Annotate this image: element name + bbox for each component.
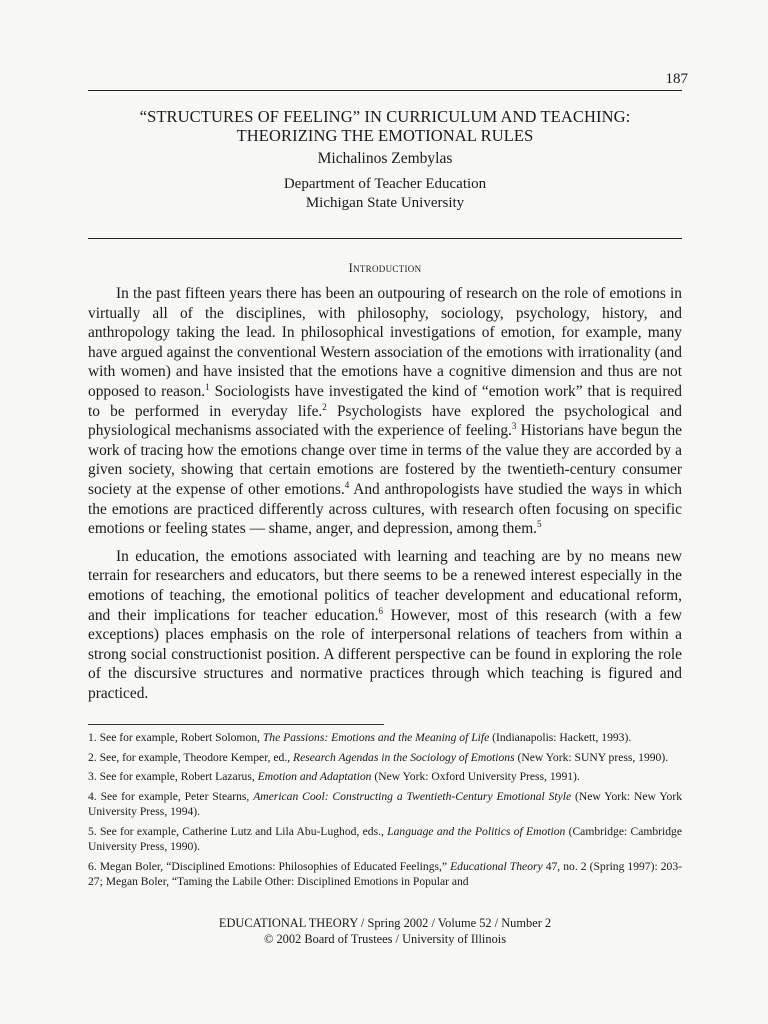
footnote-ref-3: 3 [511, 421, 517, 432]
copyright-notice: © 2002 Board of Trustees / University of Illinois [263, 931, 507, 946]
p1-text-3: Psychologists have explored the psychological and physiological mechanisms associated with the experience of feeling. [88, 402, 682, 440]
header-divider [88, 238, 682, 239]
p1-text-5: And anthropologists have studied the ways in which the emotions are practiced differently across cultures, with research often focusing on specific emotions or feeling states — shame, anger, and depression, among them. [88, 480, 682, 538]
footnote-2-post: (New York: SUNY press, 1990). [514, 750, 669, 764]
footnotes [88, 730, 682, 894]
footnote-rule [88, 724, 384, 725]
footnote-1 [88, 730, 682, 746]
affiliation-department: Department of Teacher Education [283, 176, 487, 192]
footnote-2-pre: 2. See, for example, Theodore Kemper, ed., [88, 750, 294, 764]
title-line-1: “STRUCTURES OF FEELING” IN CURRICULUM AND TEACHING: [139, 107, 631, 126]
footnote-6 [88, 859, 682, 890]
footnote-1-title: The Passions: Emotions and the Meaning of Life [262, 731, 490, 744]
title-line-2: THEORIZING THE EMOTIONAL RULES [236, 126, 534, 145]
footnote-5-title: Language and the Politics of Emotion [387, 824, 566, 838]
page-number: 187 [665, 71, 688, 87]
footnote-3-post: (New York: Oxford University Press, 1991). [371, 770, 580, 783]
footnote-4-title: American Cool: Constructing a Twentieth-Century Emotional Style [253, 789, 572, 803]
paragraph-1 [88, 284, 682, 539]
footnote-4 [88, 789, 682, 820]
top-rule [88, 90, 682, 91]
footnote-4-post: (New York: New York University Press, 1994). [88, 789, 682, 818]
p1-text-2: Sociologists have investigated the kind of “emotion work” that is required to be performed in everyday life. [88, 382, 682, 420]
footnote-5 [88, 824, 682, 855]
author-name: Michalinos Zembylas [317, 150, 453, 167]
paragraph-2 [88, 547, 682, 704]
journal-footer [88, 916, 682, 947]
footnote-6-post: 47, no. 2 (Spring 1997): 203-27; Megan Boler, “Taming the Labile Other: Disciplined Emotions in Popular and [88, 859, 682, 888]
p2-text-1: In education, the emotions associated with learning and teaching are by no means new terrain for researchers and educators, but there seems to be a renewed interest especially in the emotions of teaching, the emotional politics of teacher development and educational reform, and their implications for teacher education. [88, 547, 682, 624]
author-affiliation [88, 175, 682, 213]
footnote-6-pre: 6. Megan Boler, “Disciplined Emotions: Philosophies of Educated Feelings,” [88, 859, 451, 873]
footnote-3-title: Emotion and Adaptation [257, 770, 372, 783]
footnote-ref-6: 6 [378, 605, 384, 616]
footnote-5-pre: 5. See for example, Catherine Lutz and Lila Abu-Lughod, eds., [88, 824, 388, 838]
footnote-6-title: Educational Theory [450, 859, 543, 873]
footnote-3-pre: 3. See for example, Robert Lazarus, [88, 770, 258, 783]
section-heading: Introduction [348, 261, 422, 275]
p1-text-1: In the past fifteen years there has been an outpouring of research on the role of emotions in virtually all of the disciplines, with philosophy, sociology, psychology, history, and anthropology taking the lead. In philosophical investigations of emotion, for example, many have argued against the conventional Western association of the emotions with irrationality (and with women) and have insisted that the emotions have a cognitive dimension and thus are not opposed to reason. [88, 285, 682, 400]
footnote-ref-1: 1 [205, 381, 210, 392]
footnote-2-title: Research Agendas in the Sociology of Emotions [293, 750, 515, 764]
footnote-ref-2: 2 [322, 401, 327, 412]
journal-citation: EDUCATIONAL THEORY / Spring 2002 / Volume 52 / Number 2 [218, 916, 552, 930]
footnote-5-post: (Cambridge: Cambridge University Press, 1990). [88, 824, 682, 853]
body-text [88, 284, 682, 711]
footnote-ref-5: 5 [537, 519, 542, 529]
p2-text-2: However, most of this research (with a few exceptions) places emphasis on the role of interpersonal relations of teachers from within a strong social constructionist position. A different perspective can be found in exploring the role of the discursive structures and normative practices through which teaching is figured and practiced. [88, 606, 683, 702]
footnote-ref-4: 4 [344, 479, 350, 490]
footnote-1-pre: 1. See for example, Robert Solomon, [88, 731, 263, 744]
p1-text-4: Historians have begun the work of tracing how the emotions change over time in terms of the value they are accorded by a given society, showing that certain emotions are fostered by the twentieth-century consumer society at the expense of other emotions. [88, 422, 682, 498]
footnote-2 [88, 750, 682, 766]
footnote-4-pre: 4. See for example, Peter Stearns, [88, 789, 254, 803]
footnote-1-post: (Indianapolis: Hackett, 1993). [489, 731, 632, 744]
affiliation-university: Michigan State University [305, 195, 465, 211]
article-title [88, 107, 682, 145]
footnote-3 [88, 769, 682, 785]
